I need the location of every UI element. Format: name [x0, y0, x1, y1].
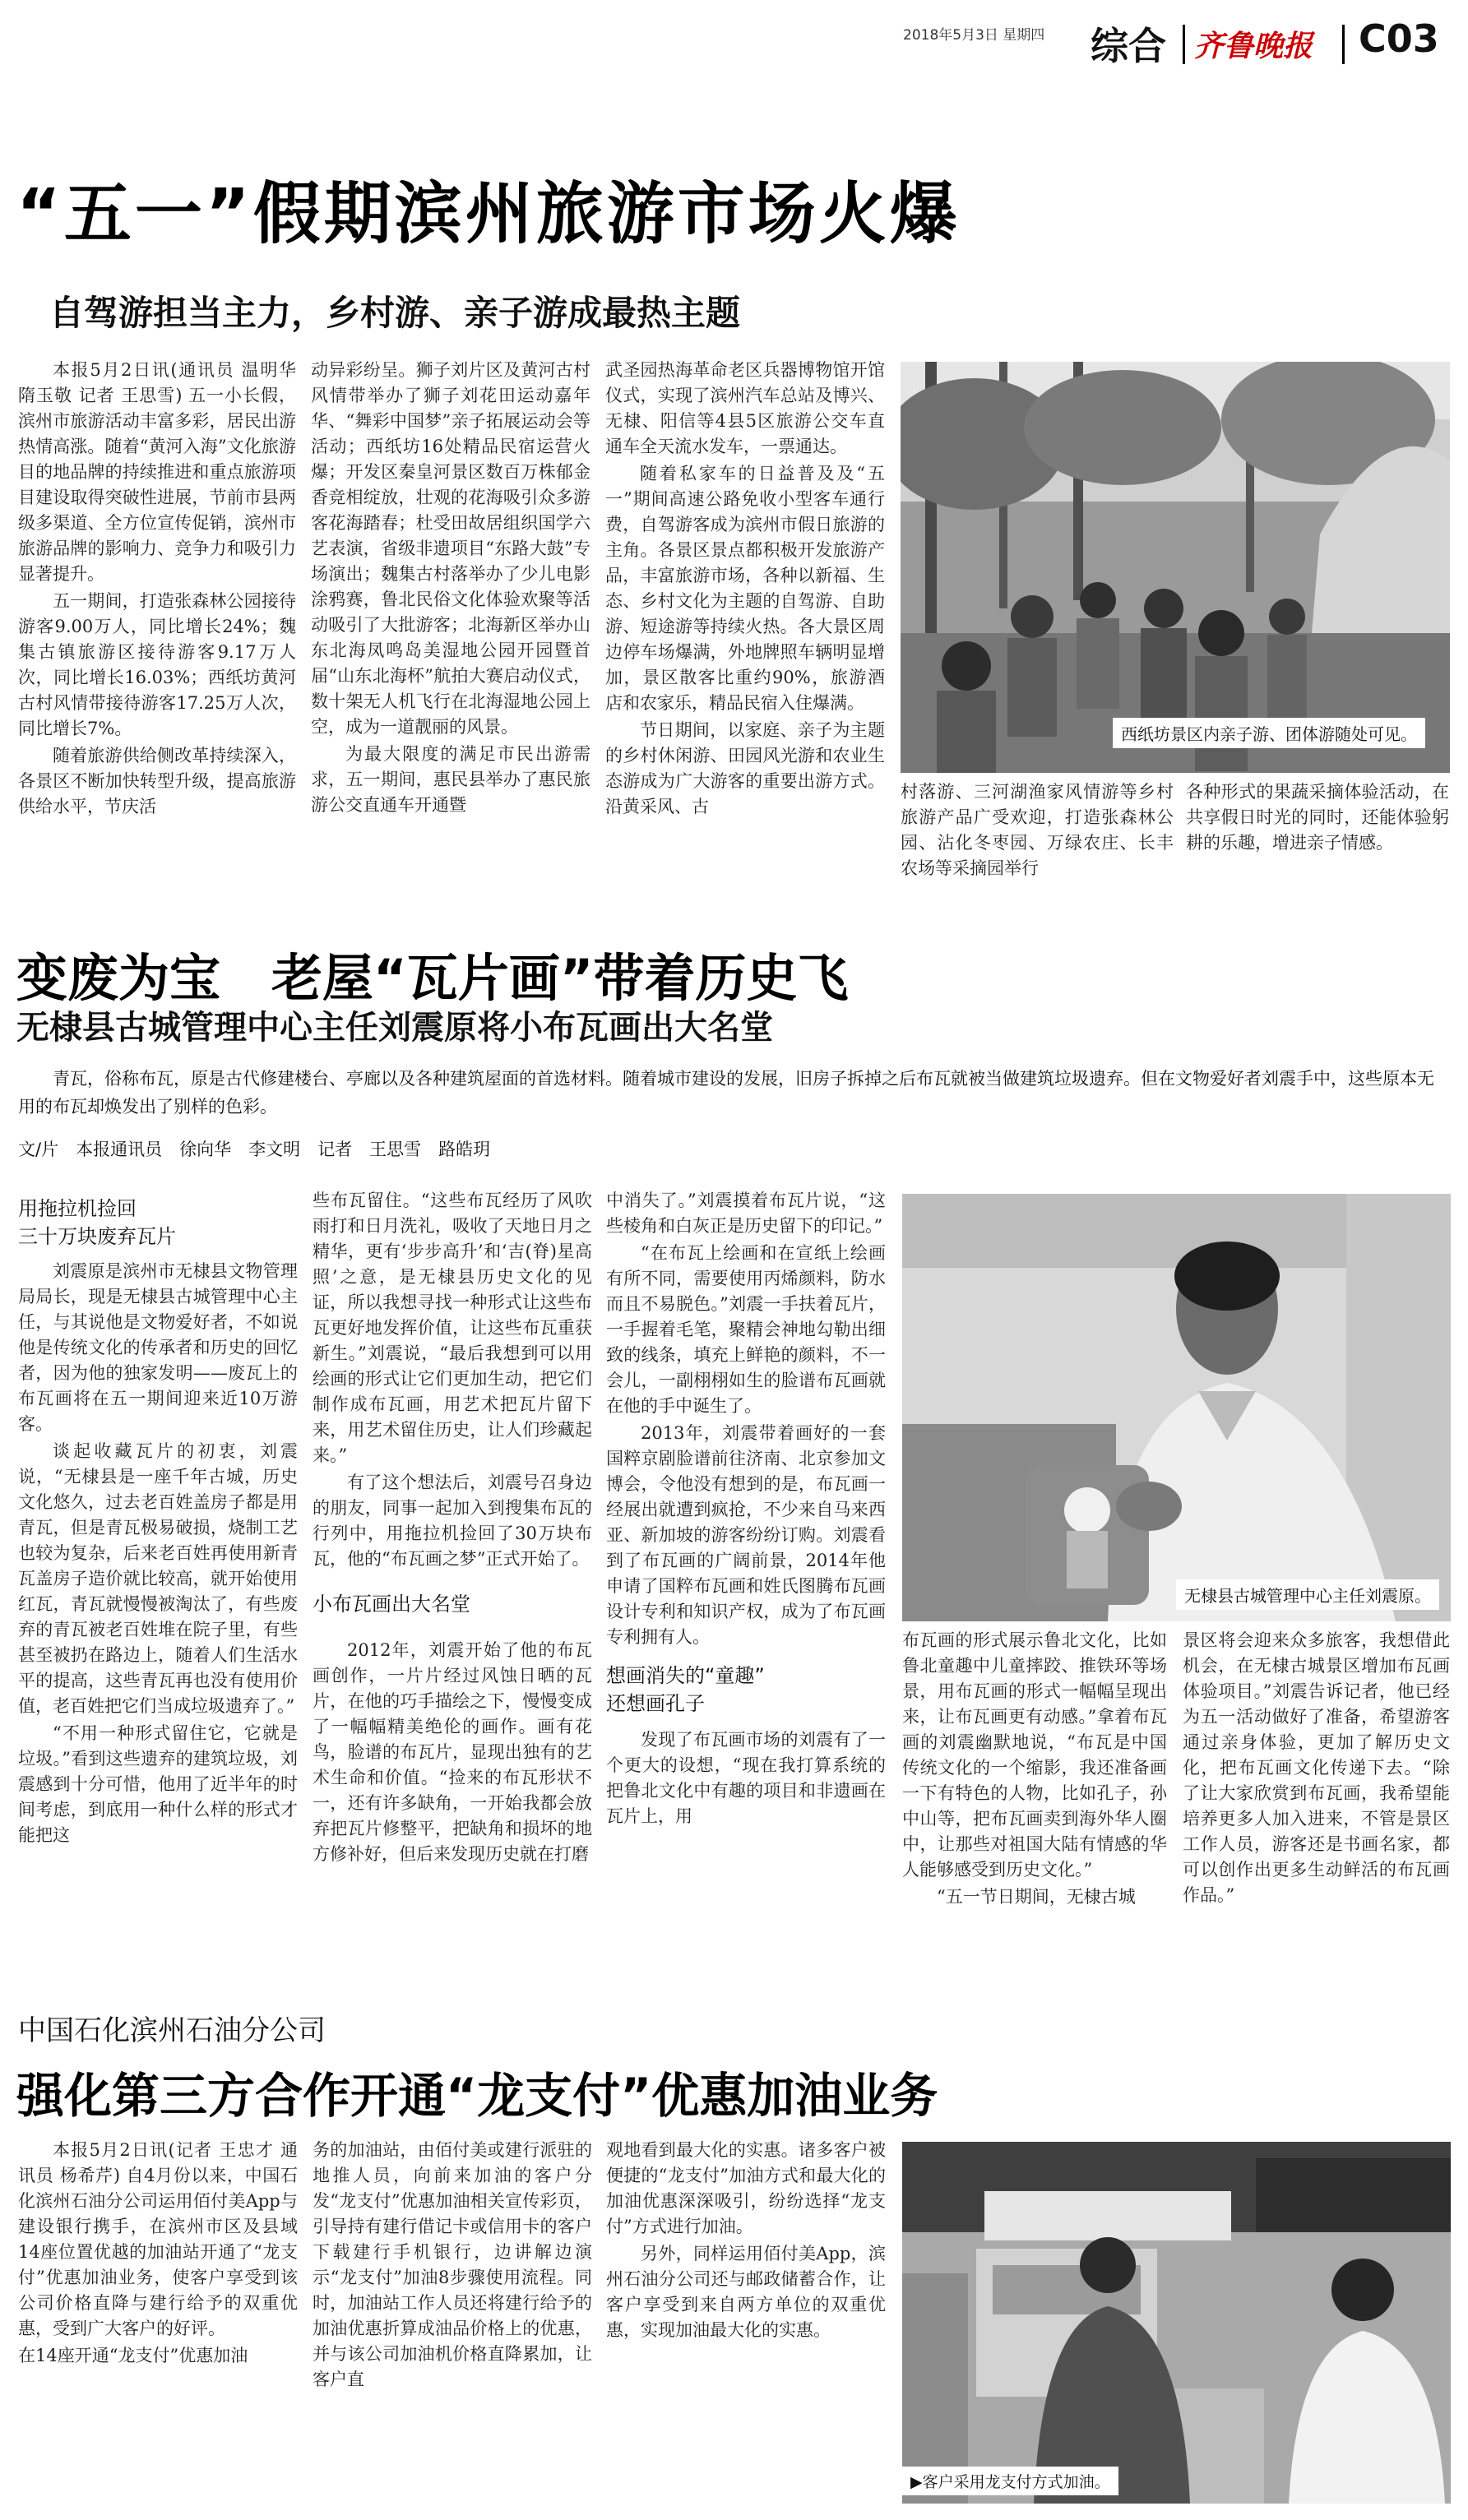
gas-station-payment-photo — [902, 2142, 1451, 2504]
masthead-divider — [1342, 25, 1345, 64]
paragraph: 各种形式的果蔬采摘体验活动，在共享假日时光的同时，还能体验躬耕的乐趣，增进亲子情感。 — [1186, 782, 1449, 853]
article2-column-2 — [313, 1188, 592, 2010]
article1-photo — [901, 362, 1450, 773]
article2-column-4 — [902, 1628, 1167, 1973]
paragraph: 发现了布瓦画市场的刘震有了一个更大的设想，“现在我打算系统的把鲁北文化中有趣的项目和非遗画在瓦片上，用 — [606, 1730, 886, 1826]
paragraph: 些布瓦留住。“这些布瓦经历了风吹雨打和日月洗礼，吸收了天地日月之精华，更有‘步步高升’和‘吉(脊)星高照’之意，是无棣县历史文化的见证，所以我想寻找一种形式让这些布瓦更好地发挥价值，让这些布瓦重获新生。”刘震说，“最后我想到可以用绘画的形式让它们更加生动，把它们制作成布瓦画，用艺术把瓦片留下来，用艺术留住历史，让人们珍藏起来。” — [313, 1191, 592, 1465]
article1-column-4 — [901, 779, 1174, 886]
article3-photo — [902, 2142, 1451, 2504]
paragraph: 村落游、三河湖渔家风情游等乡村旅游产品广受欢迎，打造张森林公园、沾化冬枣园、万绿农庄、长丰农场等采摘园举行 — [901, 782, 1174, 878]
article1-column-5 — [1186, 779, 1449, 886]
paragraph: 景区将会迎来众多旅客，我想借此机会，在无棣古城景区增加布瓦画体验项目。”刘震告诉记者，他已经为五一活动做好了准备，希望游客通过亲身体验，更加了解历史文化，把布瓦画文化传递下去。“除了让大家欣赏到布瓦画，我希望能培养更多人加入进来，不管是景区工作人员，游客还是书画名家，都可以创作出更多生动鲜活的布瓦画作品。” — [1183, 1630, 1450, 1905]
article2-lead: 青瓦，俗称布瓦，原是古代修建楼台、亭廊以及各种建筑屋面的首选材料。随着城市建设的发展，旧房子拆掉之后布瓦就被当做建筑垃圾遗弃。但在文物爱好者刘震手中，这些原本无用的布瓦却焕发出了别样的色彩。 — [18, 1069, 1434, 1117]
paragraph: 2013年，刘震带着画好的一套国粹京剧脸谱前往济南、北京参加文博会，令他没有想到的是，布瓦画一经展出就遭到疯抢，不少来自马来西亚、新加坡的游客纷纷订购。刘震看到了布瓦画的广阔前景，2014年他申请了国粹布瓦画和姓氏图腾布瓦画设计专利和知识产权，成为了布瓦画专利拥有人。 — [606, 1423, 886, 1647]
paragraph: 随着私家车的日益普及及“五一”期间高速公路免收小型客车通行费，自驾游客成为滨州市假日旅游的主角。各景区景点都积极开发旅游产品，丰富旅游市场，各种以新福、生态、乡村文化为主题的自驾游、自助游、短途游等持续火热。各大景区周边停车场爆满，外地牌照车辆明显增加，景区散客比重约90%，旅游酒店和农家乐，精品民宿入住爆满。 — [605, 464, 885, 713]
article2-column-5 — [1183, 1628, 1450, 1973]
paragraph: 务的加油站，由佰付美或建行派驻的地推人员，向前来加油的客户分发“龙支付”优惠加油相关宣传彩页，引导持有建行借记卡或信用卡的客户下载建行手机银行，边讲解边演示“龙支付”加油8步骤使用流程。同时，加油站工作人员还将建行给予的加油优惠折算成油品价格上的优惠，并与该公司加油机价格直降累加，让客户直 — [313, 2140, 592, 2389]
paragraph: “不用一种形式留住它，它就是垃圾。”看到这些遗弃的建筑垃圾，刘震感到十分可惜，他用了近半年的时间考虑，到底用一种什么样的形式才能把这 — [18, 1723, 298, 1845]
paragraph: 本报5月2日讯(通讯员 温明华 隋玉敬 记者 王思雪) 五一小长假，滨州市旅游活动丰富多彩，居民出游热情高涨。随着“黄河入海”文化旅游目的地品牌的持续推进和重点旅游项目建设取得突破性进展，节前市县两级多渠道、全方位宣传促销，滨州市旅游品牌的影响力、竞争力和吸引力显著提升。 — [18, 360, 296, 584]
article2-subhead-tractor: 用拖拉机捡回 三十万块废弃瓦片 — [18, 1197, 176, 1248]
paragraph: 观地看到最大化的实惠。诸多客户被便捷的“龙支付”加油方式和最大化的加油优惠深深吸引，纷纷选择“龙支付”方式进行加油。 — [606, 2140, 886, 2236]
article1-subheadline: 自驾游担当主力，乡村游、亲子游成最热主题 — [49, 293, 741, 333]
paragraph: “五一节日期间，无棣古城 — [937, 1887, 1136, 1907]
paragraph: 动异彩纷呈。狮子刘片区及黄河古村风情带举办了狮子刘花田运动嘉年华、“舞彩中国梦”亲子拓展运动会等活动；西纸坊16处精品民宿运营火爆；开发区秦皇河景区数百万株郁金香竞相绽放，壮观的花海吸引众多游客花海踏春；杜受田故居组织国学六艺表演，省级非遗项目“东路大鼓”专场演出；魏集古村落举办了少儿电影涂鸦赛，鲁北民俗文化体验欢聚等活动吸引了大批游客；北海新区举办山东北海凤鸣岛美湿地公园开园暨首届“山东北海杯”航拍大赛启动仪式，数十架无人机飞行在北海湿地公园上空，成为一道靓丽的风景。 — [311, 360, 590, 737]
article2-subheadline: 无棣县古城管理中心主任刘震原将小布瓦画出大名堂 — [16, 1009, 773, 1047]
paragraph: 布瓦画的形式展示鲁北文化，比如鲁北童趣中儿童摔跤、推铁环等场景，用布瓦画的形式一幅幅呈现出来，让布瓦画更有动感。”拿着布瓦画的刘震幽默地说，“布瓦是中国传统文化的一个缩影，我还准备画一下有特色的人物，比如孔子，孙中山等，把布瓦画卖到海外华人圈中，让那些对祖国大陆有情感的华人能够感受到历史文化。” — [902, 1630, 1167, 1880]
article2-photo — [902, 1194, 1451, 1621]
masthead-section: 综合 — [1091, 24, 1166, 68]
paragraph: 谈起收藏瓦片的初衷，刘震说，“无棣县是一座千年古城，历史文化悠久，过去老百姓盖房子都是用青瓦，但是青瓦极易破损，烧制工艺也较为复杂，后来老百姓再使用新青瓦盖房子造价就比较高，就开始使用红瓦，青瓦就慢慢被淘汰了，有些废弃的青瓦被老百姓堆在院子里，有些甚至被扔在路边上，随着人们生活水平的提高，这些青瓦再也没有使用价值，老百姓把它们当成垃圾遗弃了。” — [18, 1441, 298, 1716]
article2-subhead-small-tile: 小布瓦画出大名堂 — [313, 1593, 470, 1616]
article1-column-1 — [18, 358, 296, 884]
masthead-paper-name: 齐鲁晚报 — [1194, 29, 1313, 63]
article3-headline: 强化第三方合作开通“龙支付”优惠加油业务 — [16, 2068, 938, 2124]
paragraph: 为最大限度的满足市民出游需求，五一期间，惠民县举办了惠民旅游公交直通车开通暨 — [311, 744, 590, 815]
paragraph: “在布瓦上绘画和在宣纸上绘画有所不同，需要使用丙烯颜料，防水而且不易脱色。”刘震一手扶着瓦片，一手握着毛笔，聚精会神地勾勒出细致的线条，填充上鲜艳的颜料，不一会儿，一副栩栩如生的脸谱布瓦画就在他的手中诞生了。 — [606, 1243, 886, 1416]
paragraph: 本报5月2日讯(记者 王忠才 通讯员 杨希芹) 自4月份以来，中国石化滨州石油分公司运用佰付美App与建设银行携手，在滨州市区及县域14座位置优越的加油站开通了“龙支付”优惠加油业务，使客户享受到该公司价格直降与建行给予的双重优惠，受到广大客户的好评。 — [18, 2140, 298, 2338]
parent-child-tour-photo — [901, 362, 1450, 773]
paragraph: 在14座开通“龙支付”优惠加油 — [18, 2346, 248, 2365]
article3-photo-caption: ▶客户采用龙支付方式加油。 — [902, 2467, 1118, 2495]
masthead-divider — [1183, 25, 1185, 64]
paragraph: 五一期间，打造张森林公园接待游客9.00万人，同比增长24%；魏集古镇旅游区接待游客9.17万人次，同比增长16.03%；西纸坊黄河古村风情带接待游客17.25万人次，同比增长7%。 — [18, 591, 296, 738]
article2-byline: 文/片 本报通讯员 徐向华 李文明 记者 王思雪 路皓玥 — [18, 1140, 491, 1159]
article2-headline: 变废为宝 老屋“瓦片画”带着历史飞 — [16, 948, 849, 1008]
paragraph: 另外，同样运用佰付美App，滨州石油分公司还与邮政储蓄合作，让客户享受到来自两方单位的双重优惠，实现加油最大化的实惠。 — [606, 2244, 886, 2340]
article3-kicker: 中国石化滨州石油分公司 — [18, 2014, 326, 2047]
article2-column-3 — [606, 1188, 886, 2010]
article3-column-2 — [313, 2138, 592, 2504]
masthead-page-number: C03 — [1359, 16, 1439, 61]
article1-column-3 — [605, 358, 885, 884]
paragraph: 节日期间，以家庭、亲子为主题的乡村休闲游、田园风光游和农业生态游成为广大游客的重要出游方式。沿黄采风、古 — [605, 720, 885, 816]
paragraph: 武圣园热海革命老区兵器博物馆开馆仪式，实现了滨州汽车总站及博兴、无棣、阳信等4县5区旅游公交车直通车全天流水发车，一票通达。 — [605, 360, 885, 456]
paragraph: 随着旅游供给侧改革持续深入，各景区不断加快转型升级，提高旅游供给水平，节庆活 — [18, 746, 296, 816]
masthead-date: 2018年5月3日 星期四 — [903, 27, 1045, 44]
portrait-with-tile-painting — [902, 1194, 1451, 1621]
article3-column-1 — [18, 2138, 298, 2504]
article2-subhead-childhood: 想画消失的“童趣” 还想画孔子 — [606, 1664, 765, 1715]
article3-column-3 — [606, 2138, 886, 2504]
article1-headline: “五一”假期滨州旅游市场火爆 — [16, 175, 961, 253]
article1-column-2 — [311, 358, 590, 884]
paragraph: 有了这个想法后，刘震号召身边的朋友，同事一起加入到搜集布瓦的行列中，用拖拉机捡回了30万块布瓦，他的“布瓦画之梦”正式开始了。 — [313, 1473, 592, 1569]
paragraph: 中消失了。”刘震摸着布瓦片说，“这些棱角和白灰正是历史留下的印记。” — [606, 1191, 886, 1236]
article1-photo-caption: 西纸坊景区内亲子游、团体游随处可见。 — [1113, 718, 1425, 748]
paragraph: 2012年，刘震开始了他的布瓦画创作，一片片经过风蚀日晒的瓦片，在他的巧手描绘之下，慢慢变成了一幅幅精美绝伦的画作。画有花鸟，脸谱的布瓦片，显现出独有的艺术生命和价值。“捡来的布瓦形状不一，还有许多缺角，一开始我都会放弃把瓦片修整平，把缺角和损坏的地方修补好，但后来发现历史就在打磨 — [313, 1640, 592, 1864]
masthead — [0, 0, 1468, 74]
article2-photo-caption: 无棣县古城管理中心主任刘震原。 — [1176, 1579, 1439, 1610]
article2-column-1 — [18, 1188, 298, 2010]
paragraph: 刘震原是滨州市无棣县文物管理局局长，现是无棣县古城管理中心主任，与其说他是文物爱好者，不如说他是传统文化的传承者和历史的回忆者，因为他的独家发明——废瓦上的布瓦画将在五一期间迎来近10万游客。 — [18, 1261, 298, 1434]
